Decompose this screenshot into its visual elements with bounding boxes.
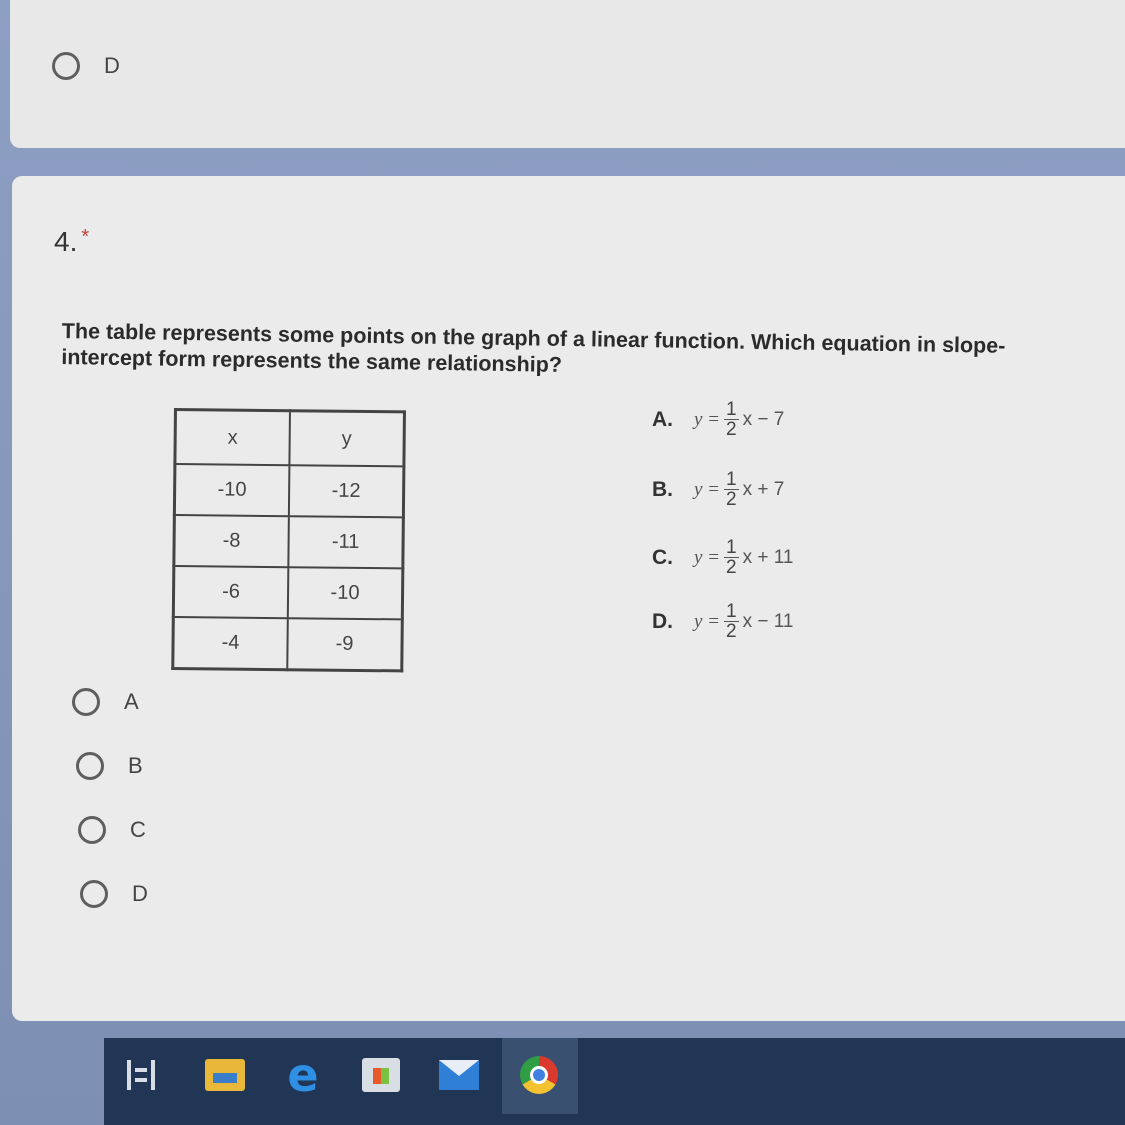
option-a-radio[interactable] (72, 688, 100, 716)
table-cell-x: -4 (173, 617, 288, 670)
equation-lhs: y = (694, 610, 721, 632)
table-cell-y: -11 (288, 516, 403, 568)
fraction (724, 400, 739, 439)
task-view-icon[interactable] (118, 1052, 164, 1098)
chrome-icon[interactable] (516, 1052, 562, 1098)
required-asterisk: * (81, 226, 90, 248)
equation-tail: x − 7 (742, 408, 785, 430)
fraction-numerator: 1 (726, 469, 737, 490)
points-table (171, 408, 406, 672)
table-header-row (175, 410, 405, 467)
choice-a (652, 400, 784, 439)
table-row (173, 566, 403, 619)
question-number (54, 226, 89, 258)
equation-lhs: y = (694, 546, 721, 568)
option-d-radio[interactable] (80, 880, 108, 908)
table-cell-y: -9 (287, 618, 402, 671)
option-b-label: B (128, 753, 143, 778)
fraction (724, 602, 739, 641)
table-row (174, 515, 404, 568)
table-cell-y: -10 (288, 567, 403, 619)
option-b-radio[interactable] (76, 752, 104, 780)
fraction-denominator: 2 (726, 419, 737, 440)
table-cell-x: -8 (174, 515, 289, 567)
equation-tail: x + 11 (742, 546, 794, 568)
taskbar (104, 1038, 1125, 1125)
table-row (174, 464, 404, 517)
equation-lhs: y = (694, 408, 721, 430)
choice-c (652, 538, 793, 577)
choice-letter: A. (652, 407, 673, 431)
question-text: The table represents some points on the graph of a linear function. Which equation in slope-intercept form represents the same relationship? (61, 318, 1006, 377)
option-c[interactable] (78, 816, 146, 844)
option-b[interactable] (76, 752, 143, 780)
fraction-denominator: 2 (726, 621, 737, 642)
table-header-x: x (175, 410, 290, 466)
fraction-denominator: 2 (726, 557, 737, 578)
table-row (173, 617, 403, 671)
choice-letter: C. (652, 545, 673, 569)
option-a[interactable] (72, 688, 139, 716)
table-cell-x: -10 (174, 464, 289, 516)
option-a-label: A (124, 689, 139, 714)
fraction-numerator: 1 (726, 601, 737, 622)
prev-option-d-label: D (104, 53, 120, 78)
question-number-text: 4. (54, 226, 78, 257)
prev-option-d-radio[interactable] (52, 52, 80, 80)
store-icon[interactable] (358, 1052, 404, 1098)
choice-d (652, 602, 793, 641)
fraction-numerator: 1 (726, 399, 737, 420)
choice-letter: B. (652, 477, 673, 501)
choice-letter: D. (652, 609, 673, 633)
equation-tail: x − 11 (742, 610, 794, 632)
mail-icon[interactable] (436, 1052, 482, 1098)
table-header-y: y (289, 411, 404, 467)
option-c-radio[interactable] (78, 816, 106, 844)
choice-b (652, 470, 784, 509)
previous-question-card (10, 0, 1125, 148)
table-cell-y: -12 (289, 465, 404, 517)
option-c-label: C (130, 817, 146, 842)
equation-lhs: y = (694, 478, 721, 500)
file-explorer-icon[interactable] (202, 1052, 248, 1098)
fraction-numerator: 1 (726, 537, 737, 558)
option-d-label: D (132, 881, 148, 906)
table-cell-x: -6 (173, 566, 288, 618)
prev-option-d[interactable] (52, 52, 120, 80)
edge-icon[interactable]: e (287, 1048, 319, 1102)
fraction-denominator: 2 (726, 489, 737, 510)
fraction (724, 470, 739, 509)
fraction (724, 538, 739, 577)
equation-tail: x + 7 (742, 478, 785, 500)
option-d[interactable] (80, 880, 148, 908)
